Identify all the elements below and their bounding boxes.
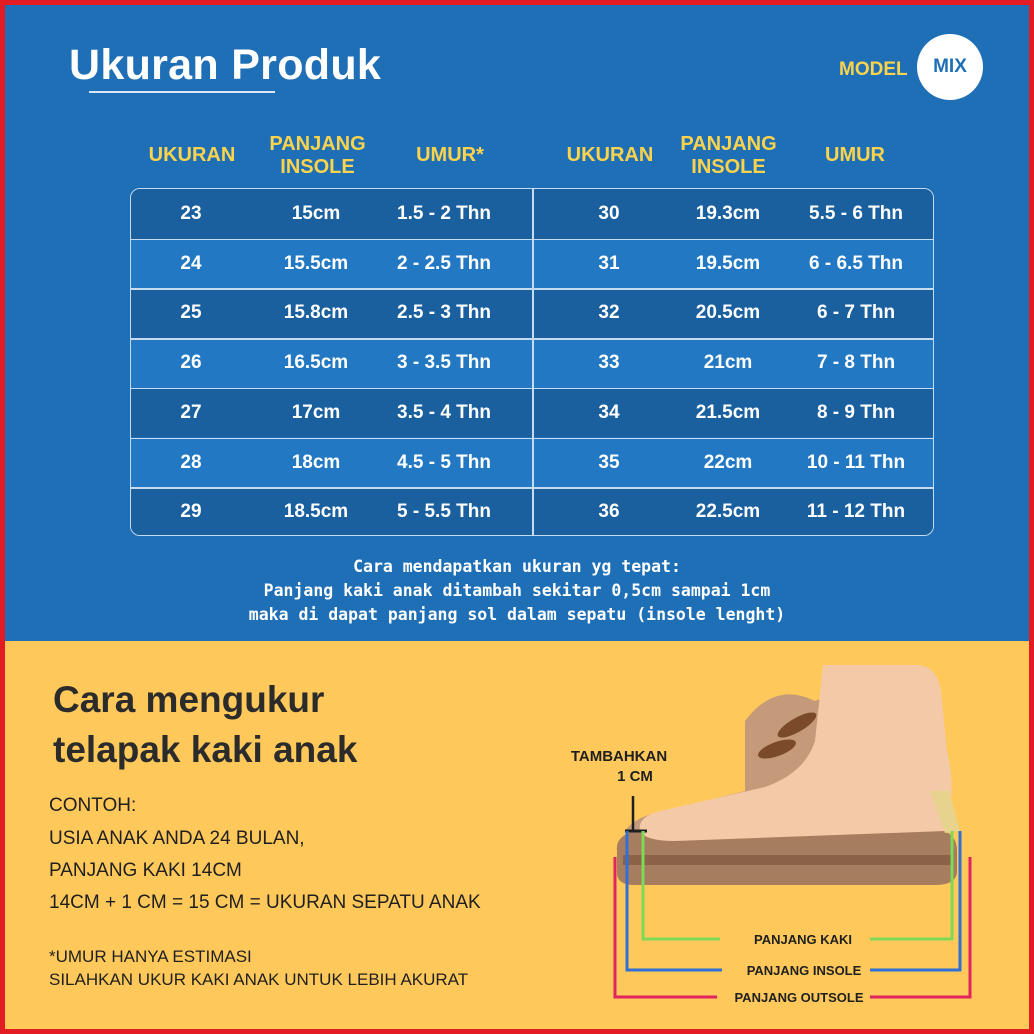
header-age-right: UMUR <box>825 144 885 166</box>
table-cell: 21.5cm <box>695 401 761 423</box>
sole-stripe-shape <box>623 855 951 865</box>
table-cell: 32 <box>598 302 620 324</box>
table-cell: 25 <box>180 302 202 324</box>
model-label: MODEL <box>839 59 908 80</box>
table-cell: 3 - 3.5 Thn <box>397 352 491 374</box>
header-insole-left: PANJANG INSOLE <box>269 133 366 178</box>
table-cell: 33 <box>598 352 620 374</box>
table-cell: 1.5 - 2 Thn <box>397 203 491 224</box>
table-cell: 31 <box>598 252 620 274</box>
table-cell: 11 - 12 Thn <box>806 501 906 523</box>
note-line-1: Cara mendapatkan ukuran yg tepat: <box>353 557 681 576</box>
table-cell: 30 <box>598 203 620 224</box>
table-cell: 16.5cm <box>283 352 349 374</box>
table-cell: 2 - 2.5 Thn <box>397 252 491 274</box>
table-cell: 29 <box>180 501 202 523</box>
insole-length-label: PANJANG INSOLE <box>746 963 862 978</box>
table-cell: 7 - 8 Thn <box>816 352 896 374</box>
table-cell: 15.8cm <box>283 302 349 324</box>
table-cell: 10 - 11 Thn <box>806 451 906 473</box>
howto-title-line-2: telapak kaki anak <box>53 729 358 770</box>
example-label: CONTOH: <box>49 795 137 816</box>
table-cell: 5.5 - 6 Thn <box>809 203 903 224</box>
table-cell: 8 - 9 Thn <box>816 401 896 423</box>
header-insole-right: PANJANG INSOLE <box>680 133 777 178</box>
size-section <box>5 5 1029 641</box>
table-cell: 2.5 - 3 Thn <box>397 302 491 324</box>
table-cell: 27 <box>180 401 202 423</box>
table-cell: 6 - 7 Thn <box>816 302 896 324</box>
add-label-line-2: 1 CM <box>617 768 653 785</box>
table-cell: 19.3cm <box>695 203 761 224</box>
table-cell: 18cm <box>291 451 341 473</box>
table-cell: 5 - 5.5 Thn <box>397 501 491 523</box>
table-cell: 15.5cm <box>283 252 349 274</box>
table-cell: 3.5 - 4 Thn <box>397 401 491 423</box>
table-cell: 19.5cm <box>695 252 761 274</box>
add-label-line-1: TAMBAHKAN <box>570 748 668 765</box>
table-cell: 20.5cm <box>695 302 761 324</box>
header-size-right: UKURAN <box>566 144 654 166</box>
table-cell: 28 <box>180 451 202 473</box>
table-cell: 17cm <box>291 401 341 423</box>
table-cell: 18.5cm <box>283 501 349 523</box>
table-cell: 22.5cm <box>695 501 761 523</box>
foot-measure-diagram <box>565 641 1029 1029</box>
table-cell: 22cm <box>703 451 753 473</box>
disclaimer-line-1: *UMUR HANYA ESTIMASI <box>49 947 252 966</box>
header-age-left: UMUR* <box>416 144 484 166</box>
model-badge: MIX <box>917 34 983 100</box>
header-size-left: UKURAN <box>148 144 236 166</box>
example-line-2: PANJANG KAKI 14CM <box>49 860 242 881</box>
table-cell: 21cm <box>703 352 753 374</box>
size-table <box>130 188 934 536</box>
disclaimer-line-2: SILAHKAN UKUR KAKI ANAK UNTUK LEBIH AKURAT <box>49 970 469 989</box>
table-cell: 26 <box>180 352 202 374</box>
note-line-3: maka di dapat panjang sol dalam sepatu (insole lenght) <box>248 605 786 624</box>
example-line-3: 14CM + 1 CM = 15 CM = UKURAN SEPATU ANAK <box>49 892 481 913</box>
example-line-1: USIA ANAK ANDA 24 BULAN, <box>49 828 305 849</box>
table-cell: 36 <box>598 501 620 523</box>
howto-title-line-1: Cara mengukur <box>53 679 325 720</box>
table-cell: 6 - 6.5 Thn <box>809 252 903 274</box>
note-line-2: Panjang kaki anak ditambah sekitar 0,5cm sampai 1cm <box>263 581 771 600</box>
table-cell: 15cm <box>291 203 341 224</box>
outsole-length-label: PANJANG OUTSOLE <box>734 990 864 1005</box>
table-cell: 4.5 - 5 Thn <box>397 451 491 473</box>
title-underline <box>89 91 275 93</box>
foot-length-label: PANJANG KAKI <box>754 932 852 947</box>
table-cell: 23 <box>180 203 202 224</box>
table-cell: 35 <box>598 451 620 473</box>
page-title: Ukuran Produk <box>69 41 382 89</box>
table-cell: 34 <box>598 401 620 423</box>
table-cell: 24 <box>180 252 202 274</box>
column-divider <box>532 189 534 535</box>
